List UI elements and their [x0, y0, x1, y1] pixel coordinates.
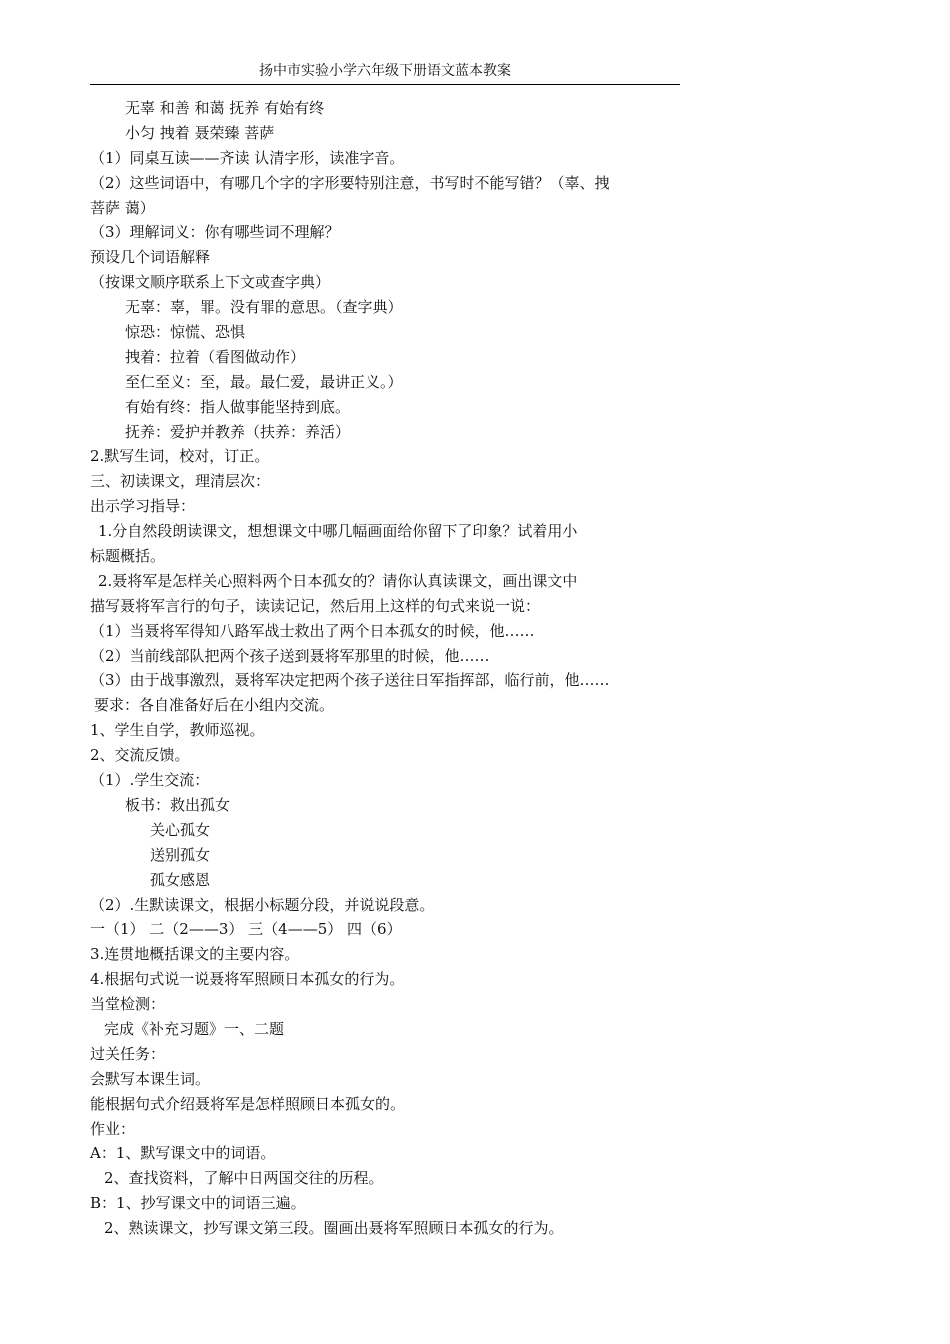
text-line: 孤女感恩: [150, 870, 211, 889]
text-line: 出示学习指导：: [90, 497, 196, 516]
text-line: 会默写本课生词。: [90, 1069, 211, 1088]
text-line: （1）当聂将军得知八路军战士救出了两个日本孤女的时候，他……: [90, 621, 535, 640]
text-line: 送别孤女: [150, 845, 211, 864]
text-line: 一（1） 二（2——3） 三（4——5） 四（6）: [90, 920, 402, 939]
text-line: （3）由于战事激烈，聂将军决定把两个孩子送往日军指挥部，临行前，他……: [90, 671, 610, 690]
text-line: 2.默写生词，校对，订正。: [90, 447, 270, 466]
text-line: 1.分自然段朗读课文，想想课文中哪几幅画面给你留下了印象？试着用小: [98, 522, 578, 541]
page-header: 扬中市实验小学六年级下册语文蓝本教案: [259, 63, 511, 79]
text-line: 惊恐：惊慌、恐惧: [125, 323, 246, 342]
text-line: 2、熟读课文，抄写课文第三段。圈画出聂将军照顾日本孤女的行为。: [104, 1219, 564, 1238]
text-line: 4.根据句式说一说聂将军照顾日本孤女的行为。: [90, 970, 405, 989]
text-line: 完成《补充习题》一、二题: [104, 1019, 285, 1038]
text-line: （1）.学生交流：: [90, 771, 210, 790]
text-line: 无辜：辜，罪。没有罪的意思。（查字典）: [125, 298, 403, 317]
text-line: 无辜 和善 和蔼 抚养 有始有终: [125, 99, 325, 117]
text-line: 3.连贯地概括课文的主要内容。: [90, 945, 300, 964]
text-line: A：1、默写课文中的词语。: [90, 1144, 276, 1163]
text-line: 有始有终：指人做事能坚持到底。: [125, 397, 351, 416]
text-line: 2、交流反馈。: [90, 746, 190, 765]
text-line: （按课文顺序联系上下文或查字典）: [90, 273, 331, 292]
text-line: （2）这些词语中，有哪几个字的字形要特别注意，书写时不能写错？（辜、拽: [90, 173, 610, 192]
text-line: 要求：各自准备好后在小组内交流。: [94, 696, 335, 715]
text-line: 当堂检测：: [90, 995, 166, 1014]
text-line: （1）同桌互读——齐读 认清字形，读准字音。: [90, 148, 405, 167]
text-line: （2）当前线部队把两个孩子送到聂将军那里的时候，他……: [90, 646, 490, 665]
text-line: 1、学生自学，教师巡视。: [90, 721, 265, 740]
text-line: 描写聂将军言行的句子，读读记记，然后用上这样的句式来说一说：: [90, 596, 541, 615]
text-line: 抚养：爱护并教养（扶养：养活）: [125, 422, 351, 441]
text-line: 作业：: [90, 1119, 136, 1138]
text-line: 小匀 拽着 聂荣臻 菩萨: [125, 123, 275, 142]
text-line: 拽着：拉着（看图做动作）: [125, 347, 306, 366]
header-divider: [90, 84, 680, 85]
text-line: 至仁至义：至，最。最仁爱，最讲正义。）: [125, 372, 403, 391]
text-line: （2）.生默读课文，根据小标题分段，并说说段意。: [90, 895, 435, 914]
text-line: 能根据句式介绍聂将军是怎样照顾日本孤女的。: [90, 1094, 406, 1113]
text-line: 预设几个词语解释: [90, 248, 211, 267]
document-body: [90, 96, 660, 1241]
text-line: 过关任务：: [90, 1044, 166, 1063]
text-line: （3）理解词义：你有哪些词不理解？: [90, 223, 340, 242]
text-line: 2、查找资料，了解中日两国交往的历程。: [104, 1169, 384, 1188]
text-line: 2.聂将军是怎样关心照料两个日本孤女的？请你认真读课文，画出课文中: [98, 571, 578, 590]
text-line: 板书：救出孤女: [125, 795, 231, 814]
text-line: 关心孤女: [150, 820, 211, 839]
text-line: 标题概括。: [90, 547, 166, 566]
text-line: B：1、抄写课文中的词语三遍。: [90, 1194, 306, 1213]
text-line: 三、初读课文，理清层次：: [90, 472, 271, 491]
text-line: 菩萨 蔼）: [90, 198, 155, 217]
